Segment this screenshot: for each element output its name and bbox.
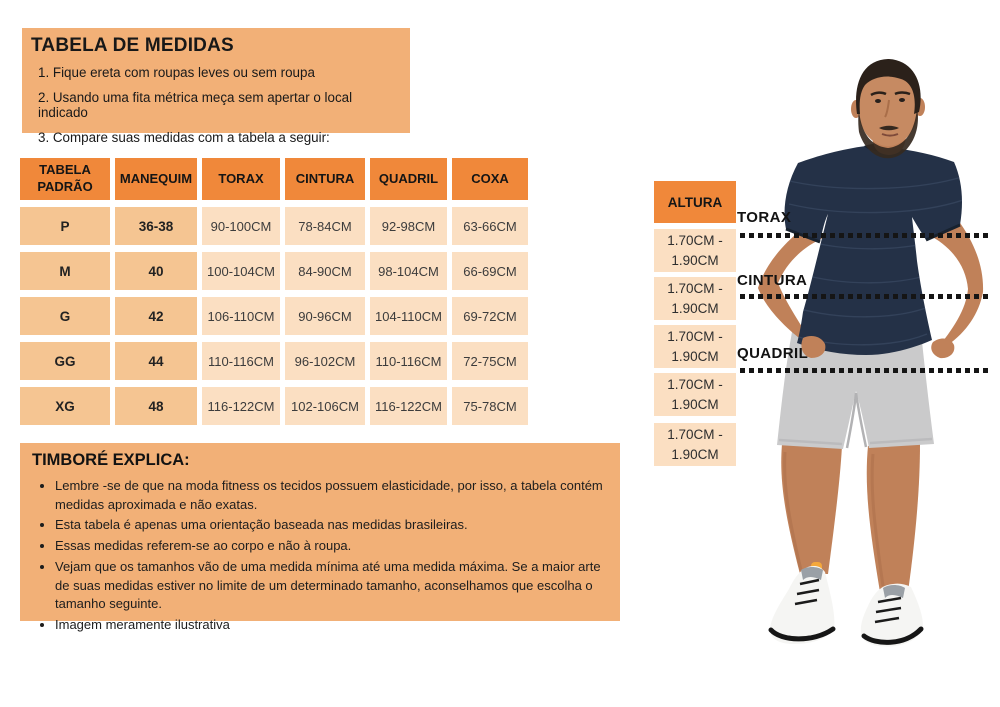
column-header-torax: TORAX: [202, 158, 280, 200]
altura-value-3: 1.70CM - 1.90CM: [654, 325, 736, 368]
quadril-measure-line: [740, 368, 991, 373]
cell-quadril: 104-110CM: [370, 297, 447, 335]
intro-steps: [31, 65, 400, 145]
intro-step-1: 1. Fique ereta com roupas leves ou sem roupa: [38, 65, 400, 80]
column-header-quadril: QUADRIL: [370, 158, 447, 200]
page-title: TABELA DE MEDIDAS: [31, 35, 234, 56]
table-row-gg: [20, 342, 528, 380]
cell-manequim: 48: [115, 387, 197, 425]
table-row-xg: [20, 387, 528, 425]
cell-cintura: 78-84CM: [285, 207, 365, 245]
cell-torax: 110-116CM: [202, 342, 280, 380]
cell-torax: 106-110CM: [202, 297, 280, 335]
cell-cintura: 90-96CM: [285, 297, 365, 335]
table-row-g: [20, 297, 528, 335]
cell-coxa: 63-66CM: [452, 207, 528, 245]
altura-header: ALTURA: [654, 181, 736, 223]
cell-coxa: 75-78CM: [452, 387, 528, 425]
column-header-manequim: MANEQUIM: [115, 158, 197, 200]
table-row-m: [20, 252, 528, 290]
intro-step-2: 2. Usando uma fita métrica meça sem apertar o local indicado: [38, 90, 400, 120]
cell-manequim: 40: [115, 252, 197, 290]
cell-manequim: 42: [115, 297, 197, 335]
cell-coxa: 72-75CM: [452, 342, 528, 380]
cintura-label: CINTURA: [737, 272, 808, 289]
column-header-tabela-padrao: TABELA PADRÃO: [20, 158, 110, 200]
quadril-label: QUADRIL: [737, 345, 809, 362]
cell-quadril: 98-104CM: [370, 252, 447, 290]
cintura-measure-line: [740, 294, 991, 299]
cell-size: GG: [20, 342, 110, 380]
intro-step-3: 3. Compare suas medidas com a tabela a seguir:: [38, 130, 400, 145]
notes-title: TIMBORÉ EXPLICA:: [32, 451, 190, 469]
cell-size: P: [20, 207, 110, 245]
size-table: [15, 151, 533, 432]
cell-cintura: 96-102CM: [285, 342, 365, 380]
intro-panel: [22, 28, 410, 145]
cell-quadril: 116-122CM: [370, 387, 447, 425]
table-row-p: [20, 207, 528, 245]
cell-size: M: [20, 252, 110, 290]
cell-quadril: 92-98CM: [370, 207, 447, 245]
note-item-2: • Esta tabela é apenas uma orientação baseada nas medidas brasileiras.: [55, 516, 612, 535]
altura-value-2: 1.70CM - 1.90CM: [654, 277, 736, 320]
cell-coxa: 66-69CM: [452, 252, 528, 290]
torax-measure-line: [740, 233, 991, 238]
cell-quadril: 110-116CM: [370, 342, 447, 380]
torax-label: TORAX: [737, 209, 792, 226]
cell-torax: 100-104CM: [202, 252, 280, 290]
cell-manequim: 36-38: [115, 207, 197, 245]
cell-torax: 90-100CM: [202, 207, 280, 245]
altura-value-5: 1.70CM - 1.90CM: [654, 423, 736, 466]
altura-value-1: 1.70CM - 1.90CM: [654, 229, 736, 272]
notes-list: [32, 477, 612, 635]
note-item-4: • Vejam que os tamanhos vão de uma medida mínima até uma medida máxima. Se a maior arte de suas medidas estiver no limite de um determinado tamanho, aconselhamos que escolha o tamanho seguinte.: [55, 558, 612, 614]
note-item-1: • Lembre -se de que na moda fitness os tecidos possuem elasticidade, por isso, a tabela contém medidas aproximada e não exatas.: [55, 477, 612, 514]
cell-size: XG: [20, 387, 110, 425]
column-header-cintura: CINTURA: [285, 158, 365, 200]
altura-value-4: 1.70CM - 1.90CM: [654, 373, 736, 416]
column-header-coxa: COXA: [452, 158, 528, 200]
cell-coxa: 69-72CM: [452, 297, 528, 335]
notes-panel: [20, 443, 620, 633]
note-item-5: • Imagem meramente ilustrativa: [55, 616, 612, 635]
cell-manequim: 44: [115, 342, 197, 380]
cell-torax: 116-122CM: [202, 387, 280, 425]
note-item-3: • Essas medidas referem-se ao corpo e não à roupa.: [55, 537, 612, 556]
cell-cintura: 84-90CM: [285, 252, 365, 290]
cell-cintura: 102-106CM: [285, 387, 365, 425]
size-table-header-row: [20, 158, 528, 200]
cell-size: G: [20, 297, 110, 335]
